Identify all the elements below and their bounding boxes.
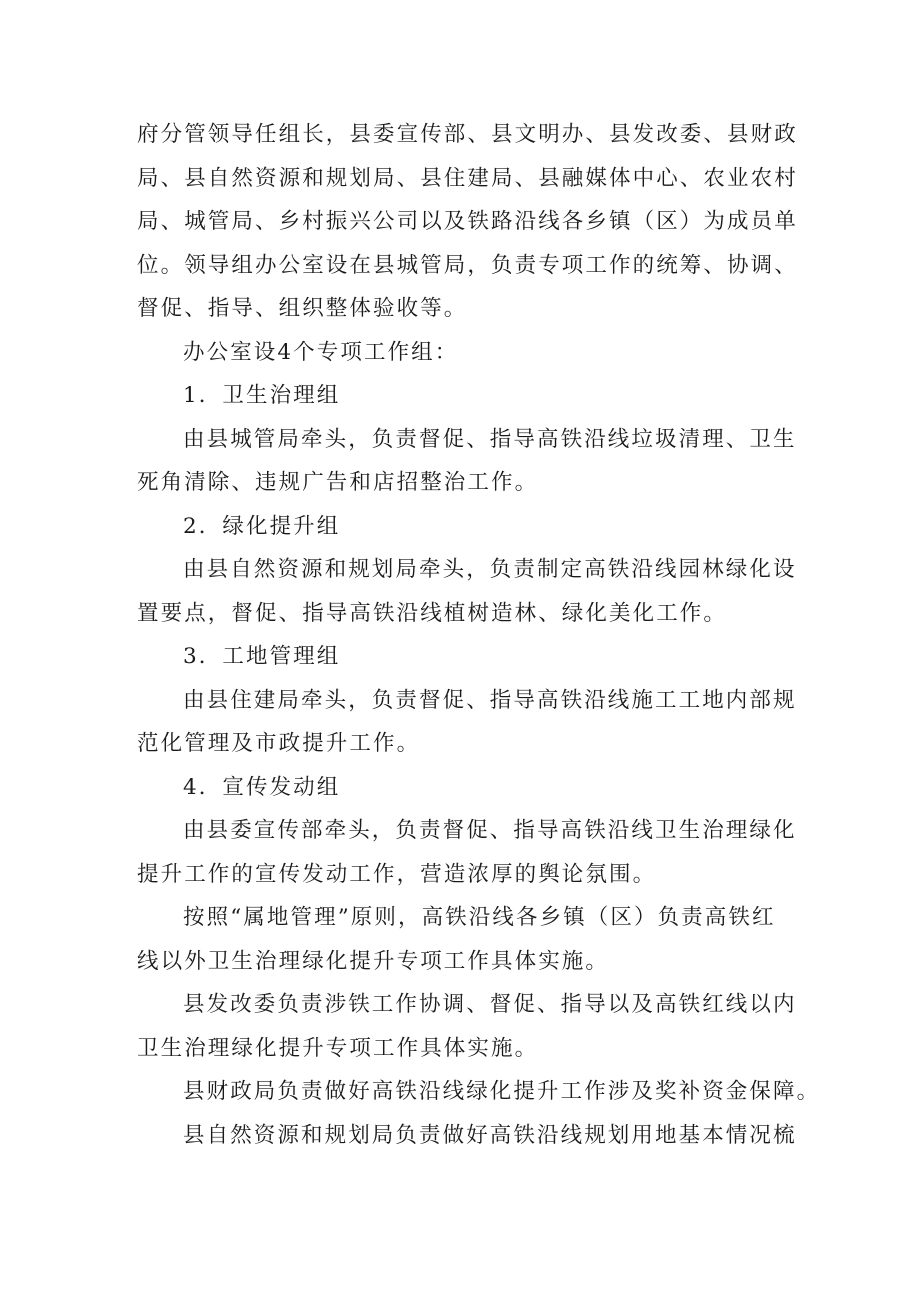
text-line: 局、县自然资源和规划局、县住建局、县融媒体中心、农业农村: [137, 165, 798, 191]
text-line: 府分管领导任组长，县委宣传部、县文明办、县发改委、县财政: [137, 122, 798, 147]
text-line: 由县城管局牵头，负责督促、指导高铁沿线垃圾清理、卫生: [183, 426, 797, 452]
section-heading: 4．宣传发动组: [183, 774, 341, 800]
text-line: 位。领导组办公室设在县城管局，负责专项工作的统筹、协调、: [137, 252, 798, 278]
section-heading: 3．工地管理组: [183, 644, 341, 669]
text-line: 提升工作的宣传发动工作，营造浓厚的舆论氛围。: [137, 861, 657, 887]
text-line: 县发改委负责涉铁工作协调、督促、指导以及高铁红线以内: [183, 992, 797, 1017]
text-line: 办公室设4个专项工作组：: [183, 339, 459, 365]
text-line: 由县自然资源和规划局牵头，负责制定高铁沿线园林绿化设: [183, 557, 797, 582]
text-line: 卫生治理绿化提升专项工作具体实施。: [137, 1035, 539, 1061]
section-heading: 2．绿化提升组: [183, 513, 341, 539]
text-line: 死角清除、违规广告和店招整治工作。: [137, 470, 539, 495]
text-line: 县财政局负责做好高铁沿线绿化提升工作涉及奖补资金保障。: [183, 1079, 821, 1104]
document-body: [137, 113, 821, 1157]
text-line: 按照“属地管理”原则，高铁沿线各乡镇（区）负责高铁红: [183, 905, 776, 930]
text-line: 县自然资源和规划局负责做好高铁沿线规划用地基本情况梳: [183, 1122, 797, 1148]
section-heading: 1．卫生治理组: [183, 383, 341, 408]
text-line: 由县住建局牵头，负责督促、指导高铁沿线施工工地内部规: [183, 687, 797, 713]
text-line: 督促、指导、组织整体验收等。: [137, 296, 468, 321]
text-line: 范化管理及市政提升工作。: [137, 731, 421, 756]
text-line: 置要点，督促、指导高铁沿线植树造林、绿化美化工作。: [137, 600, 728, 626]
text-line: 由县委宣传部牵头，负责督促、指导高铁沿线卫生治理绿化: [183, 818, 797, 843]
text-line: 局、城管局、乡村振兴公司以及铁路沿线各乡镇（区）为成员单: [137, 209, 798, 234]
text-line: 线以外卫生治理绿化提升专项工作具体实施。: [137, 948, 610, 974]
